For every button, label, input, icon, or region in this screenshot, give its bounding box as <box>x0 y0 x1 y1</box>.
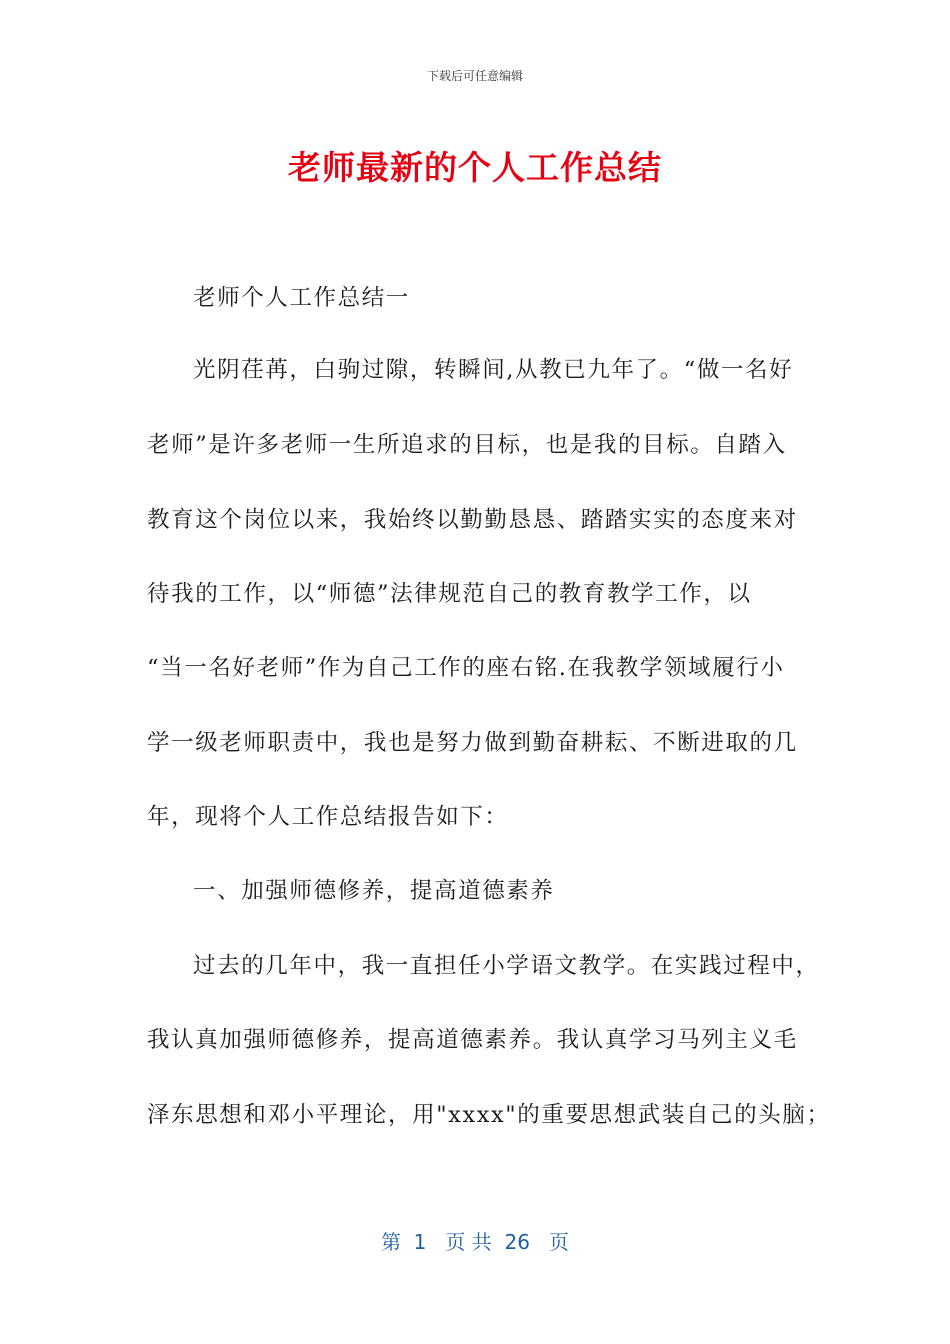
paragraph-line: 过去的几年中，我一直担任小学语文教学。在实践过程中， <box>193 953 820 979</box>
document-title: 老师最新的个人工作总结 <box>288 148 662 187</box>
subsection-heading: 一、加强师德修养，提高道德素养 <box>193 878 555 904</box>
paragraph-line: 教育这个岗位以来，我始终以勤勤恳恳、踏踏实实的态度来对 <box>147 507 798 533</box>
paragraph-line: 年，现将个人工作总结报告如下： <box>147 804 509 830</box>
paragraph-line: 学一级老师职责中，我也是努力做到勤奋耕耘、不断进取的几 <box>147 730 798 756</box>
paragraph-line: 待我的工作，以“师德”法律规范自己的教育教学工作，以 <box>147 581 752 607</box>
paragraph-line: 光阴荏苒，白驹过隙，转瞬间,从教已九年了。“做一名好 <box>193 357 794 383</box>
paragraph-line: 我认真加强师德修养，提高道德素养。我认真学习马列主义毛 <box>147 1027 798 1053</box>
paragraph-line: “当一名好老师”作为自己工作的座右铭.在我教学领域履行小 <box>147 655 785 681</box>
header-note: 下载后可任意编辑 <box>426 69 523 83</box>
section-heading: 老师个人工作总结一 <box>193 285 410 311</box>
paragraph-line: 泽东思想和邓小平理论，用"xxxx"的重要思想武装自己的头脑； <box>147 1102 831 1128</box>
paragraph-line: 老师”是许多老师一生所追求的目标，也是我的目标。自踏入 <box>147 432 787 458</box>
page-number-footer: 第 1 页 共 26 页 <box>380 1230 570 1254</box>
